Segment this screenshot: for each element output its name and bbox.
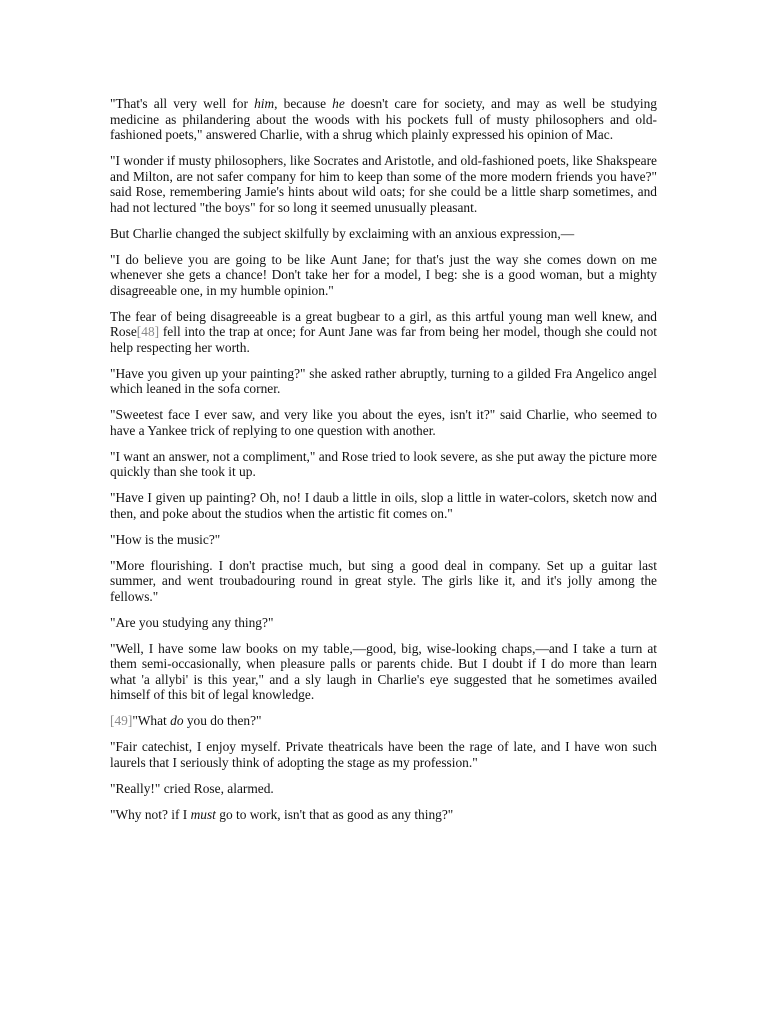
- paragraph-text: "That's all very well for: [110, 96, 255, 111]
- paragraph-10: "How is the music?": [110, 531, 221, 547]
- emphasis-text: he: [332, 96, 345, 111]
- paragraph-12: "Are you studying any thing?": [110, 614, 274, 630]
- paragraph-4: "I do believe you are going to be like Aunt Jane; for that's just the way she comes down on me whenever she gets a chance! Don't take her for a model, I beg: she is a good woman, but a mighty disagreeable one, in my humble opinion.": [110, 251, 657, 298]
- paragraph-5: [110, 309, 657, 356]
- paragraph-6: "Have you given up your painting?" she asked rather abruptly, turning to a gilded Fra Angelico angel which leaned in the sofa corner.: [110, 365, 657, 396]
- paragraph-15: "Fair catechist, I enjoy myself. Private theatricals have been the rage of late, and I have won such laurels that I seriously think of adopting the stage as my profession.": [110, 739, 657, 770]
- page-number-link[interactable]: [48]: [136, 324, 160, 339]
- paragraph-7: "Sweetest face I ever saw, and very like you about the eyes, isn't it?" said Charlie, who seemed to have a Yankee trick of replying to one question with another.: [110, 407, 657, 438]
- paragraph-text: "Why not? if I: [110, 806, 191, 822]
- paragraph-text: The fear of being disagreeable is a great bugbear to a girl, as this artful young man well knew, and Rose: [110, 308, 657, 339]
- paragraph-text: , because: [274, 96, 333, 111]
- paragraph-16: "Really!" cried Rose, alarmed.: [110, 780, 274, 796]
- paragraph-3: But Charlie changed the subject skilfully by exclaiming with an anxious expression,—: [110, 225, 575, 241]
- paragraph-text: doesn't care for society, and may as well be studying medicine as philandering about the woods with his pockets full of musty philosophers and old-fashioned poets," answered Charlie, with a shrug which plainly expressed his opinion of Mac.: [110, 96, 658, 142]
- paragraph-2: "I wonder if musty philosophers, like Socrates and Aristotle, and old-fashioned poets, like Shakspeare and Milton, are not safer company for him to keep than some of the more modern friends you have?" said Rose, remembering Jamie's hints about wild oats; for she could be a little sharp sometimes, and had not lectured "the boys" for so long it seemed unusually pleasant.: [110, 153, 657, 215]
- paragraph-text: you do then?": [183, 713, 262, 728]
- paragraph-8: "I want an answer, not a compliment," and Rose tried to look severe, as she put away the picture more quickly than she took it up.: [110, 448, 657, 479]
- emphasis-text: him: [254, 96, 275, 111]
- paragraph-14: [110, 713, 657, 729]
- paragraph-text: fell into the trap at once; for Aunt Jane was far from being her model, though she could not help respecting her worth.: [110, 324, 657, 355]
- emphasis-text: do: [170, 713, 184, 728]
- emphasis-text: must: [190, 806, 216, 822]
- page-number-link[interactable]: [49]: [110, 713, 133, 728]
- paragraph-text: "What: [132, 713, 171, 728]
- paragraph-17: [110, 807, 657, 823]
- document-page: [110, 96, 657, 833]
- paragraph-text: go to work, isn't that as good as any thing?": [215, 806, 454, 822]
- paragraph-11: "More flourishing. I don't practise much, but sing a good deal in company. Set up a guitar last summer, and went troubadouring round in great style. The girls like it, and it's jolly among the fellows.": [110, 557, 657, 604]
- paragraph-9: "Have I given up painting? Oh, no! I daub a little in oils, slop a little in water-colors, sketch now and then, and poke about the studios when the artistic fit comes on.": [110, 490, 657, 521]
- paragraph-13: "Well, I have some law books on my table,—good, big, wise-looking chaps,—and I take a turn at them semi-occasionally, when pleasure palls or parents chide. But I doubt if I do more than learn what 'a allybi' is this year," and a sly laugh in Charlie's eye suggested that he sometimes availed himself of this bit of legal knowledge.: [110, 640, 657, 702]
- paragraph-1: [110, 96, 657, 143]
